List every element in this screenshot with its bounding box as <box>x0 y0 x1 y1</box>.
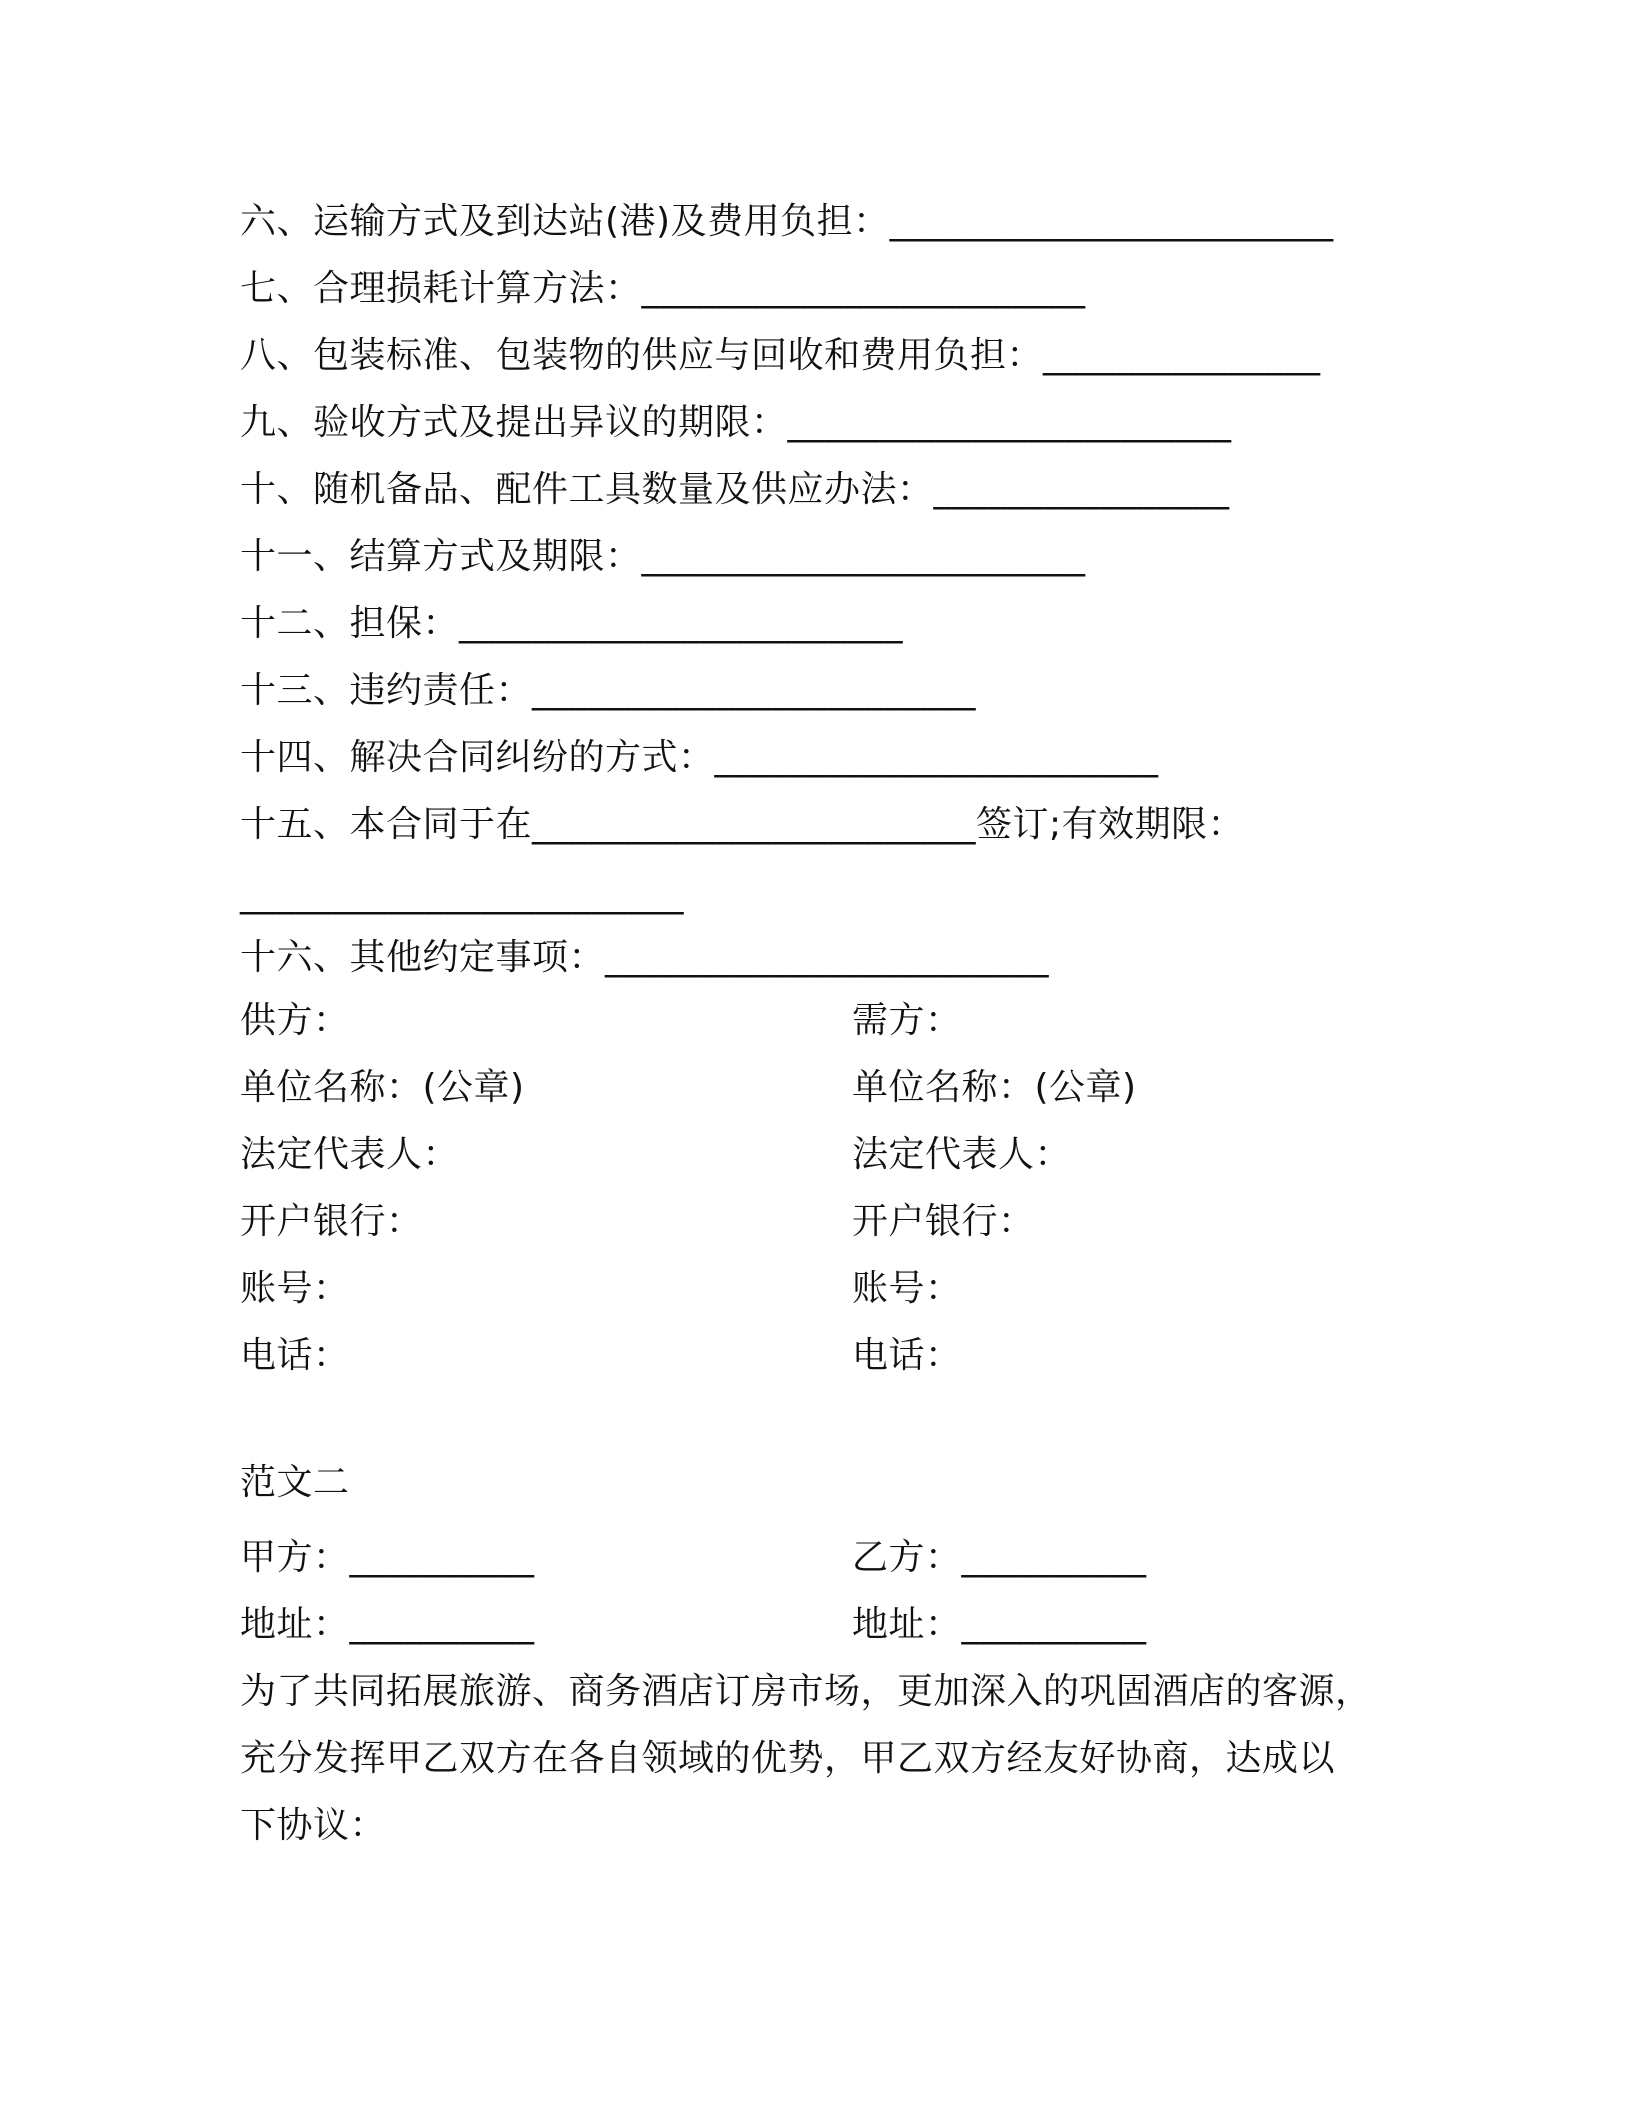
intro-paragraph-line-2: 充分发挥甲乙双方在各自领域的优势，甲乙双方经友好协商，达成以 <box>240 1738 1336 1779</box>
clause-10-spare-parts: 十、随机备品、配件工具数量及供应办法：________________ <box>240 469 1230 510</box>
party-a-field: 甲方：__________ <box>240 1537 535 1578</box>
buyer-label: 需方： <box>852 1000 962 1041</box>
buyer-bank: 开户银行： <box>852 1201 1035 1242</box>
party-b-address: 地址：__________ <box>852 1604 1147 1645</box>
buyer-legal-rep: 法定代表人： <box>852 1134 1072 1175</box>
clause-11-settlement: 十一、结算方式及期限：________________________ <box>240 536 1086 577</box>
sample-2-heading: 范文二 <box>240 1462 350 1503</box>
clause-7-loss-calculation: 七、合理损耗计算方法：________________________ <box>240 268 1086 309</box>
intro-paragraph-line-1: 为了共同拓展旅游、商务酒店订房市场，更加深入的巩固酒店的客源， <box>240 1671 1372 1712</box>
supplier-unit-name: 单位名称：(公章) <box>240 1067 525 1108</box>
clause-15-validity-blank: ________________________ <box>240 874 684 915</box>
party-a-address: 地址：__________ <box>240 1604 535 1645</box>
clause-6-transport: 六、运输方式及到达站(港)及费用负担：________________________ <box>240 201 1334 242</box>
clause-13-liability: 十三、违约责任：________________________ <box>240 670 977 711</box>
buyer-unit-name: 单位名称：(公章) <box>852 1067 1137 1108</box>
clause-15-signing-place: 十五、本合同于在________________________签订;有效期限： <box>240 804 1245 845</box>
party-b-field: 乙方：__________ <box>852 1537 1147 1578</box>
supplier-legal-rep: 法定代表人： <box>240 1134 460 1175</box>
supplier-label: 供方： <box>240 1000 350 1041</box>
buyer-phone: 电话： <box>852 1335 962 1376</box>
clause-8-packaging: 八、包装标准、包装物的供应与回收和费用负担：_______________ <box>240 335 1321 376</box>
clause-9-acceptance: 九、验收方式及提出异议的期限：________________________ <box>240 402 1232 443</box>
buyer-account: 账号： <box>852 1268 962 1309</box>
clause-12-guarantee: 十二、担保：________________________ <box>240 603 904 644</box>
supplier-account: 账号： <box>240 1268 350 1309</box>
supplier-phone: 电话： <box>240 1335 350 1376</box>
clause-14-dispute: 十四、解决合同纠纷的方式：________________________ <box>240 737 1159 778</box>
clause-16-other-terms: 十六、其他约定事项：________________________ <box>240 937 1050 978</box>
intro-paragraph-line-3: 下协议： <box>240 1805 387 1846</box>
supplier-bank: 开户银行： <box>240 1201 423 1242</box>
